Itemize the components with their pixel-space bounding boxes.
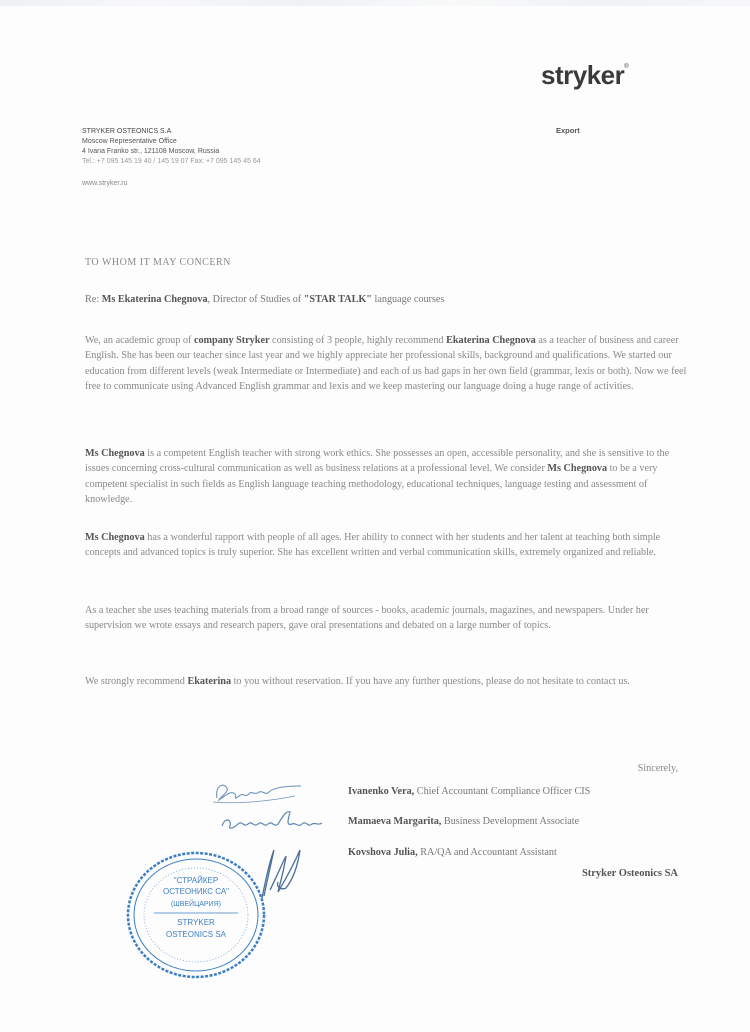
closing: Sincerely,	[637, 763, 678, 774]
text: We, an academic group of	[85, 335, 194, 346]
signatory-name: Ivanenko Vera,	[348, 786, 415, 797]
sender-address: 4 Ivana Franko str., 121108 Moscow, Russia	[82, 148, 220, 155]
sender-office: Moscow Representative Office	[82, 138, 177, 145]
sender-website: www.stryker.ru	[82, 180, 128, 187]
text: as a teacher of business and career English. She has been our teacher since last year and we highly appreciate her professional skills, background and qualifications. We started our education from different levels (weak Intermediate or Intermediate) and each of us had gaps in her own field (grammar, lexis or both). Now we feel free to communicate using Advanced English grammar and lexis and we keep mastering our language doing a huge range of activities.	[85, 335, 687, 392]
signatory-name: Kovshova Julia,	[348, 847, 418, 858]
text: consisting of 3 people, highly recommend	[269, 335, 447, 346]
paragraph-5	[85, 674, 690, 689]
registered-mark: ®	[624, 64, 629, 70]
stamp-line-2: ОСТЕОНИКС СА"	[162, 887, 230, 896]
bold-text: Ms Chegnova	[85, 448, 145, 459]
company-stamp	[126, 851, 266, 979]
paragraph-1	[85, 333, 690, 394]
bold-text: Ekaterina Chegnova	[446, 335, 536, 346]
signatory-3	[348, 847, 557, 858]
subject-line	[85, 294, 444, 305]
text: to be a very competent specialist in such fields as English language teaching methodology, educational techniques, language testing and assessment of knowledge.	[85, 463, 658, 505]
text: We strongly recommend	[85, 676, 188, 687]
logo-text: stryker	[541, 60, 625, 90]
stamp-line-1: "СТРАЙКЕР	[173, 876, 219, 885]
paragraph-4	[85, 603, 690, 634]
signatory-title: Chief Accountant Compliance Officer CIS	[414, 786, 591, 797]
handwritten-signature-1	[205, 778, 315, 808]
re-prefix: Re:	[85, 294, 102, 305]
text: has a wonderful rapport with people of all ages. Her ability to connect with her students and her talent at teaching both simple concepts and advanced topics is truly superior. She has excellent written and verbal communication skills, extremely organized and reliable.	[85, 532, 661, 559]
re-name: Ms Ekaterina Chegnova	[101, 294, 208, 305]
sender-company: STRYKER OSTEONICS S.A	[82, 128, 172, 135]
re-suffix: language courses	[371, 294, 445, 305]
sender-phone: Tel.: +7 095 145 19 40 / 145 19 07 Fax: +7 095 145 45 64	[82, 158, 261, 165]
department-label: Export	[556, 126, 580, 135]
text: As a teacher she uses teaching materials from a broad range of sources - books, academic journals, magazines, and newspapers. Under her supervision we wrote essays and research papers, gave oral presentations and debated on a large number of topics.	[85, 605, 649, 632]
signatory-2	[348, 816, 579, 827]
stamp-line-3: (ШВЕЙЦАРИЯ)	[170, 901, 222, 908]
re-middle: , Director of Studies of	[207, 294, 304, 305]
text: is a competent English teacher with strong work ethics. She possesses an open, accessible personality, and she is sensitive to the issues concerning cross-cultural communication as well as business relations at a professional level. We consider	[85, 448, 670, 475]
stamp-line-5: OSTEONICS SA	[165, 930, 227, 939]
paragraph-2	[85, 446, 690, 507]
signatory-1	[348, 786, 590, 797]
stamp-line-4: STRYKER	[177, 918, 215, 927]
handwritten-signature-2	[218, 806, 348, 834]
signatory-title: Business Development Associate	[441, 816, 580, 827]
stryker-logo	[541, 60, 628, 91]
text: to you without reservation. If you have any further questions, please do not hesitate to contact us.	[231, 676, 630, 687]
signatory-name: Mamaeva Margarita,	[348, 816, 442, 827]
sender-address-block	[82, 127, 261, 189]
paragraph-3	[85, 530, 690, 561]
bold-text: Ms Chegnova	[547, 463, 608, 475]
re-course: "STAR TALK"	[303, 294, 372, 305]
salutation: TO WHOM IT MAY CONCERN	[85, 257, 231, 268]
signatory-title: RA/QA and Accountant Assistant	[417, 847, 557, 858]
scan-edge-noise	[0, 0, 750, 6]
bold-text: Ms Chegnova	[85, 532, 145, 543]
bold-text: company Stryker	[193, 335, 270, 346]
company-signature: Stryker Osteonics SA	[581, 868, 678, 879]
bold-text: Ekaterina	[187, 676, 232, 687]
